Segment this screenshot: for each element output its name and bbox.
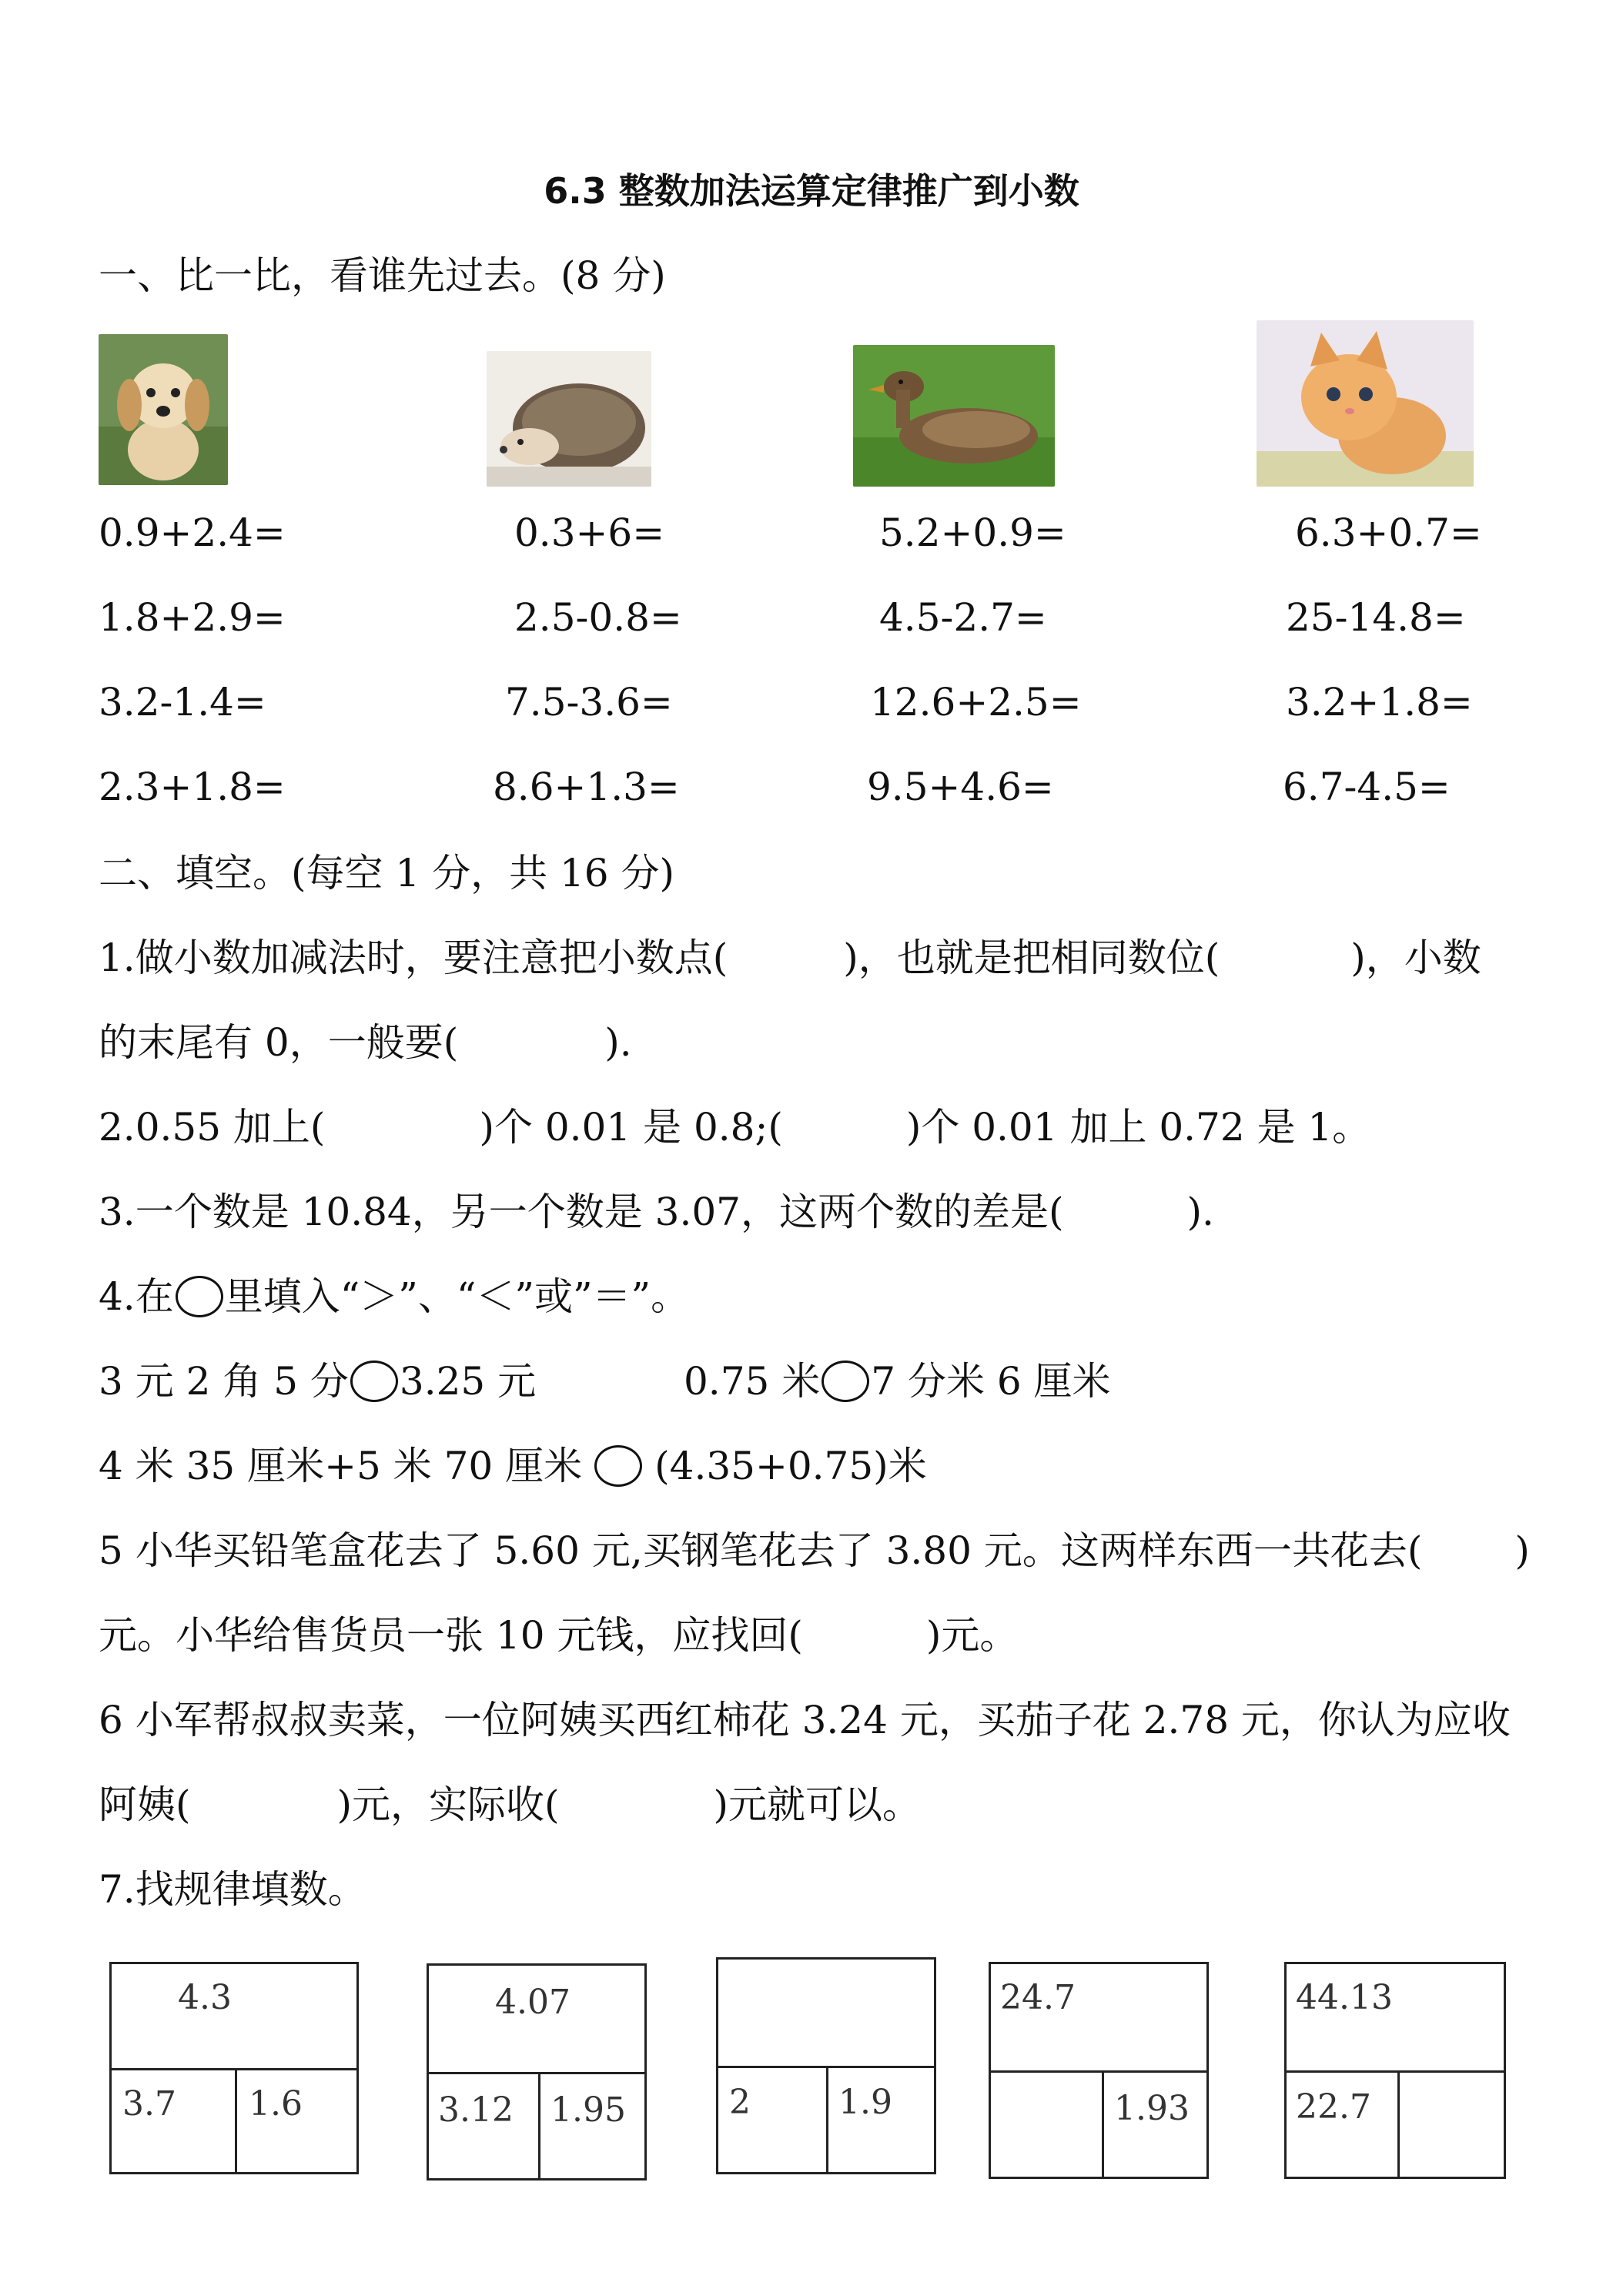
box-top-value: 44.13 bbox=[1296, 1978, 1393, 2017]
problem-item: 0.3+6= bbox=[514, 510, 665, 555]
question-5-line-1: 5 小华买铅笔盒花去了 5.60 元,买钢笔花去了 3.80 元。这两样东西一共花去( ) bbox=[99, 1528, 1530, 1573]
box-top-value: 4.07 bbox=[495, 1983, 571, 2022]
box-right-value: 1.93 bbox=[1114, 2089, 1190, 2128]
question-6-line-2: 阿姨( )元，实际收( )元就可以。 bbox=[99, 1782, 922, 1827]
problem-item: 25-14.8= bbox=[1286, 595, 1466, 640]
problem-item: 0.9+2.4= bbox=[99, 510, 286, 555]
question-4-compare-3: 4 米 35 厘米+5 米 70 厘米 (4.35+0.75)米 bbox=[99, 1444, 927, 1488]
question-7-heading: 7.找规律填数。 bbox=[99, 1867, 366, 1912]
box-left-value: 2 bbox=[729, 2083, 751, 2122]
problem-item: 3.2-1.4= bbox=[99, 680, 266, 725]
problem-item: 6.3+0.7= bbox=[1295, 510, 1482, 555]
pattern-box-2 bbox=[427, 1963, 647, 2181]
box-left-value: 22.7 bbox=[1296, 2087, 1371, 2127]
question-4: 4.在 里填入“＞”、“＜”或”＝”。 bbox=[99, 1274, 690, 1319]
question-4-compare-1: 3 元 2 角 5 分 3.25 元 bbox=[99, 1359, 537, 1404]
box-right-value: 1.95 bbox=[550, 2090, 626, 2130]
hedgehog-photo bbox=[487, 351, 651, 487]
section1-heading: 一、比一比，看谁先过去。(8 分) bbox=[99, 253, 666, 298]
question-4-compare-2: 0.75 米 7 分米 6 厘米 bbox=[684, 1359, 1111, 1404]
problem-item: 8.6+1.3= bbox=[493, 765, 680, 809]
question-1-line-1: 1.做小数加减法时，要注意把小数点( )，也就是把相同数位( )，小数 bbox=[99, 935, 1481, 980]
problem-item: 12.6+2.5= bbox=[870, 680, 1082, 725]
page-title: 6.3 整数加法运算定律推广到小数 bbox=[544, 170, 1079, 212]
problem-item: 2.3+1.8= bbox=[99, 765, 286, 809]
compare-circle[interactable] bbox=[594, 1445, 642, 1487]
pattern-box-3 bbox=[716, 1957, 936, 2174]
compare-circle[interactable] bbox=[822, 1361, 869, 1402]
duck-photo bbox=[853, 345, 1055, 487]
question-5-line-2: 元。小华给售货员一张 10 元钱，应找回( )元。 bbox=[99, 1613, 1019, 1658]
question-2: 2.0.55 加上( )个 0.01 是 0.8;( )个 0.01 加上 0.72 是 1。 bbox=[99, 1105, 1371, 1150]
puppy-photo bbox=[99, 334, 228, 485]
problem-item: 2.5-0.8= bbox=[514, 595, 682, 640]
compare-circle[interactable] bbox=[350, 1361, 398, 1402]
question-1-line-2: 的末尾有 0，一般要( ). bbox=[99, 1020, 632, 1065]
problem-item: 6.7-4.5= bbox=[1283, 765, 1451, 809]
kitten-photo bbox=[1257, 320, 1474, 487]
problem-item: 9.5+4.6= bbox=[867, 765, 1054, 809]
problem-item: 3.2+1.8= bbox=[1286, 680, 1473, 725]
question-6-line-1: 6 小军帮叔叔卖菜，一位阿姨买西红柿花 3.24 元，买茄子花 2.78 元，你认为应收 bbox=[99, 1698, 1511, 1742]
box-right-value: 1.6 bbox=[249, 2084, 303, 2124]
question-3: 3.一个数是 10.84，另一个数是 3.07，这两个数的差是( ). bbox=[99, 1190, 1214, 1234]
box-left-value: 3.12 bbox=[438, 2090, 514, 2130]
problem-item: 5.2+0.9= bbox=[879, 510, 1066, 555]
box-top-value: 24.7 bbox=[1000, 1978, 1076, 2017]
pattern-box-4 bbox=[989, 1962, 1209, 2179]
pattern-box-1 bbox=[109, 1962, 359, 2174]
box-right-value: 1.9 bbox=[838, 2083, 892, 2122]
problem-item: 7.5-3.6= bbox=[505, 680, 673, 725]
problem-item: 4.5-2.7= bbox=[879, 595, 1047, 640]
box-top-value: 4.3 bbox=[178, 1978, 232, 2017]
pattern-box-5 bbox=[1284, 1962, 1506, 2179]
problem-item: 1.8+2.9= bbox=[99, 595, 286, 640]
section2-heading: 二、填空。(每空 1 分，共 16 分) bbox=[99, 851, 675, 895]
circle-icon bbox=[176, 1276, 223, 1317]
box-left-value: 3.7 bbox=[122, 2084, 176, 2124]
